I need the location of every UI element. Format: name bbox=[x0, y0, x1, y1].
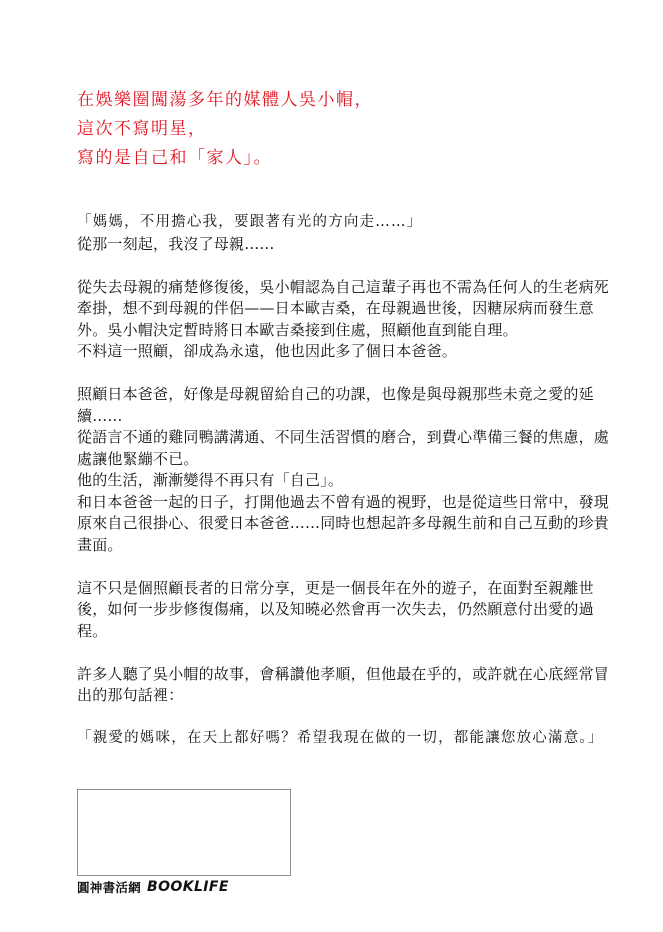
headline bbox=[77, 86, 597, 173]
headline-line-2: 這次不寫明星， bbox=[77, 119, 207, 139]
closing-quote: 「親愛的媽咪，在天上都好嗎？希望我現在做的一切，都能讓您放心滿意。」 bbox=[77, 730, 604, 746]
headline-line-3: 寫的是自己和「家人」。 bbox=[77, 148, 272, 168]
paragraph-8: 這不只是個照顧長者的日常分享，更是一個長年在外的遊子，在面對至親離世後，如何一步步修復傷痛，以及知曉必然會再一次失去，仍然願意付出愛的過程。 bbox=[77, 578, 594, 640]
paragraph-4: 照顧日本爸爸，好像是母親留給自己的功課，也像是與母親那些未竟之愛的延續…… bbox=[77, 385, 594, 425]
paragraph-6: 他的生活，漸漸變得不再只有「自己」。 bbox=[77, 471, 344, 489]
body-text bbox=[77, 212, 612, 750]
paragraph-gap bbox=[77, 556, 612, 578]
paragraph-gap bbox=[77, 363, 612, 385]
paragraph-7: 和日本爸爸一起的日子，打開他過去不曾有過的視野，也是從這些日常中，發現原來自己很掛心、很愛日本爸爸……同時也想起許多母親生前和自己互動的珍貴畫面。 bbox=[77, 492, 610, 554]
publisher-name-en: BOOKLIFE bbox=[147, 879, 229, 895]
paragraph-gap bbox=[77, 642, 612, 664]
publisher-logo bbox=[77, 878, 229, 896]
paragraph-9: 許多人聽了吳小帽的故事，會稱讚他孝順，但他最在乎的，或許就在心底經常冒出的那句話裡： bbox=[77, 664, 610, 704]
paragraph-gap bbox=[77, 255, 612, 277]
headline-line-1: 在娛樂圈闖蕩多年的媒體人吳小帽， bbox=[77, 90, 373, 110]
paragraph-5: 從語言不通的雞同鴨講溝通、不同生活習慣的磨合，到費心準備三餐的焦慮，處處讓他緊繃不已。 bbox=[77, 428, 610, 468]
blank-box bbox=[77, 789, 291, 876]
paragraph-3: 不料這一照顧，卻成為永遠，他也因此多了個日本爸爸。 bbox=[77, 342, 458, 360]
opening-quote: 「媽媽，不用擔心我，要跟著有光的方向走……」 bbox=[77, 214, 423, 230]
paragraph-2: 從失去母親的痛楚修復後，吳小帽認為自己這輩子再也不需為任何人的生老病死牽掛，想不到母親的伴侶——日本歐吉桑，在母親過世後，因糖尿病而發生意外。吳小帽決定暫時將日本歐吉桑接到住處，照顧他直到能自理。 bbox=[77, 277, 610, 339]
paragraph-1: 從那一刻起，我沒了母親…… bbox=[77, 234, 275, 253]
paragraph-gap bbox=[77, 707, 612, 729]
publisher-name-cn: 圓神書活網 bbox=[77, 880, 142, 895]
